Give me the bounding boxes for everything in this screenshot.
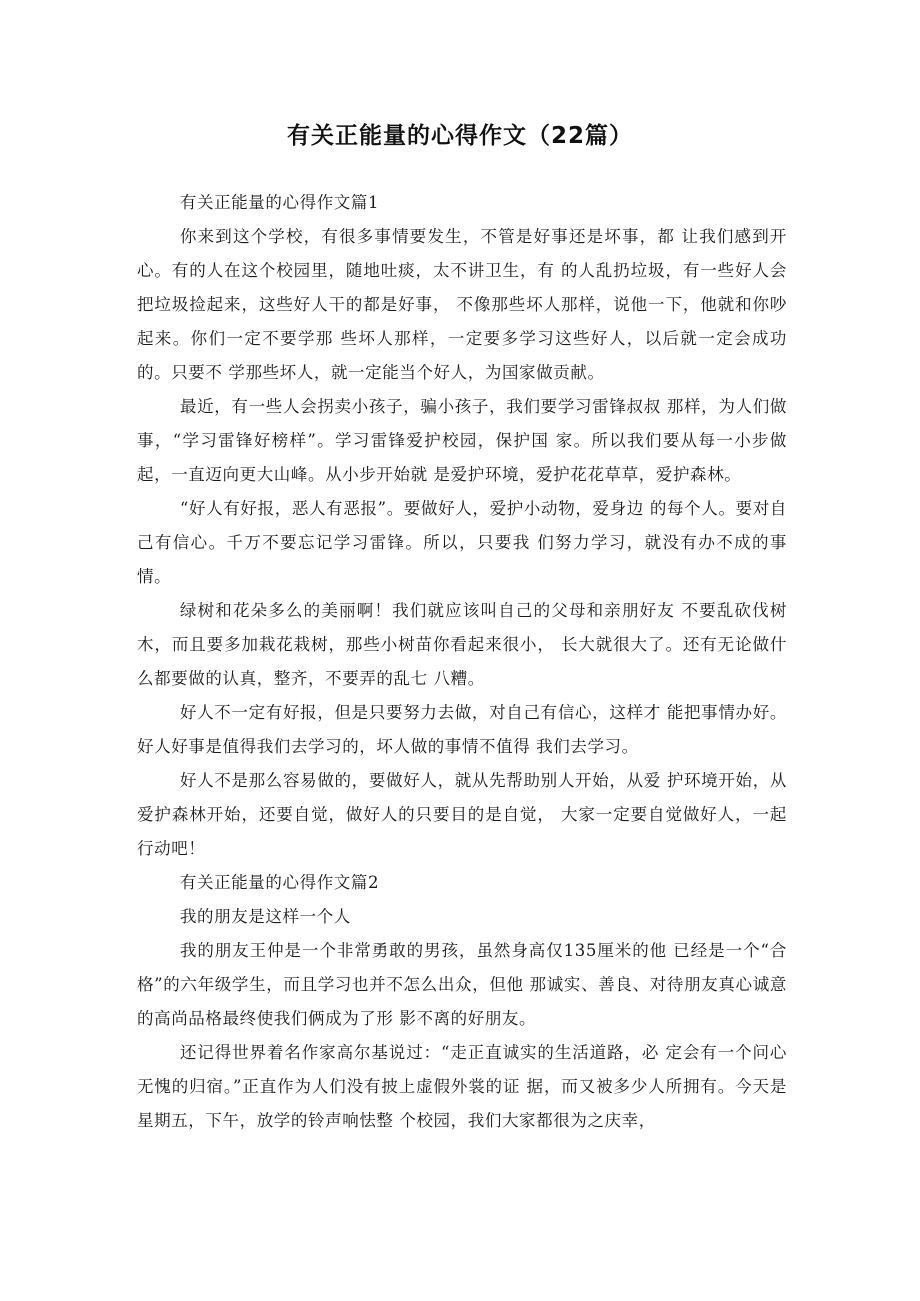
section-heading: 有关正能量的心得作文篇1 bbox=[179, 193, 380, 212]
essay-subtitle: 我的朋友是这样一个人 bbox=[179, 907, 351, 926]
body-paragraph: 好人不一定有好报，但是只要努力去做，对自己有信心，这样才 能把事情办好。好人好事是值得我们去学习的，坏人做的事情不值得 我们去学习。 bbox=[137, 703, 787, 756]
body-paragraph: 你来到这个学校，有很多事情要发生，不管是好事还是坏事，都 让我们感到开心。有的人在这个校园里，随地吐痰，太不讲卫生，有 的人乱扔垃圾，有一些好人会把垃圾捡起来，这些好人干的都是好事， 不像那些坏人那样，说他一下，他就和你吵起来。你们一定不要学那 些坏人那样，一定要多学习这些好人，以后就一定会成功的。只要不 学那些坏人，就一定能当个好人，为国家做贡献。 bbox=[137, 227, 787, 382]
document-title: 有关正能量的心得作文（22篇） bbox=[286, 123, 633, 149]
section-heading: 有关正能量的心得作文篇2 bbox=[179, 873, 380, 892]
body-paragraph: 我的朋友王仲是一个非常勇敢的男孩，虽然身高仅135厘米的他 已经是一个“合格”的六年级学生，而且学习也并不怎么出众，但他 那诚实、善良、对待朋友真心诚意的高尚品格最终使我们俩成为了形 影不离的好朋友。 bbox=[137, 941, 787, 1028]
body-paragraph: “好人有好报，恶人有恶报”。要做好人，爱护小动物，爱身边 的每个人。要对自己有信心。千万不要忘记学习雷锋。所以，只要我 们努力学习，就没有办不成的事情。 bbox=[137, 499, 787, 586]
document-body bbox=[137, 186, 787, 1138]
body-paragraph: 绿树和花朵多么的美丽啊！我们就应该叫自己的父母和亲朋好友 不要乱砍伐树木，而且要多加栽花栽树，那些小树苗你看起来很小， 长大就很大了。还有无论做什么都要做的认真，整齐，不要弄的乱七 八糟。 bbox=[137, 601, 787, 688]
body-paragraph: 好人不是那么容易做的，要做好人，就从先帮助别人开始，从爱 护环境开始，从爱护森林开始，还要自觉，做好人的只要目的是自觉， 大家一定要自觉做好人，一起行动吧！ bbox=[137, 771, 787, 858]
body-paragraph: 最近，有一些人会拐卖小孩子，骗小孩子，我们要学习雷锋叔叔 那样，为人们做事，“学习雷锋好榜样”。学习雷锋爱护校园，保护国 家。所以我们要从每一小步做起，一直迈向更大山峰。从小步开始就 是爱护环境，爱护花花草草，爱护森林。 bbox=[137, 397, 787, 484]
body-paragraph: 还记得世界着名作家高尔基说过：“走正直诚实的生活道路，必 定会有一个问心无愧的归宿。”正直作为人们没有披上虚假外裳的证 据，而又被多少人所拥有。今天是星期五，下午，放学的铃声响怯整 个校园，我们大家都很为之庆幸， bbox=[137, 1043, 787, 1130]
